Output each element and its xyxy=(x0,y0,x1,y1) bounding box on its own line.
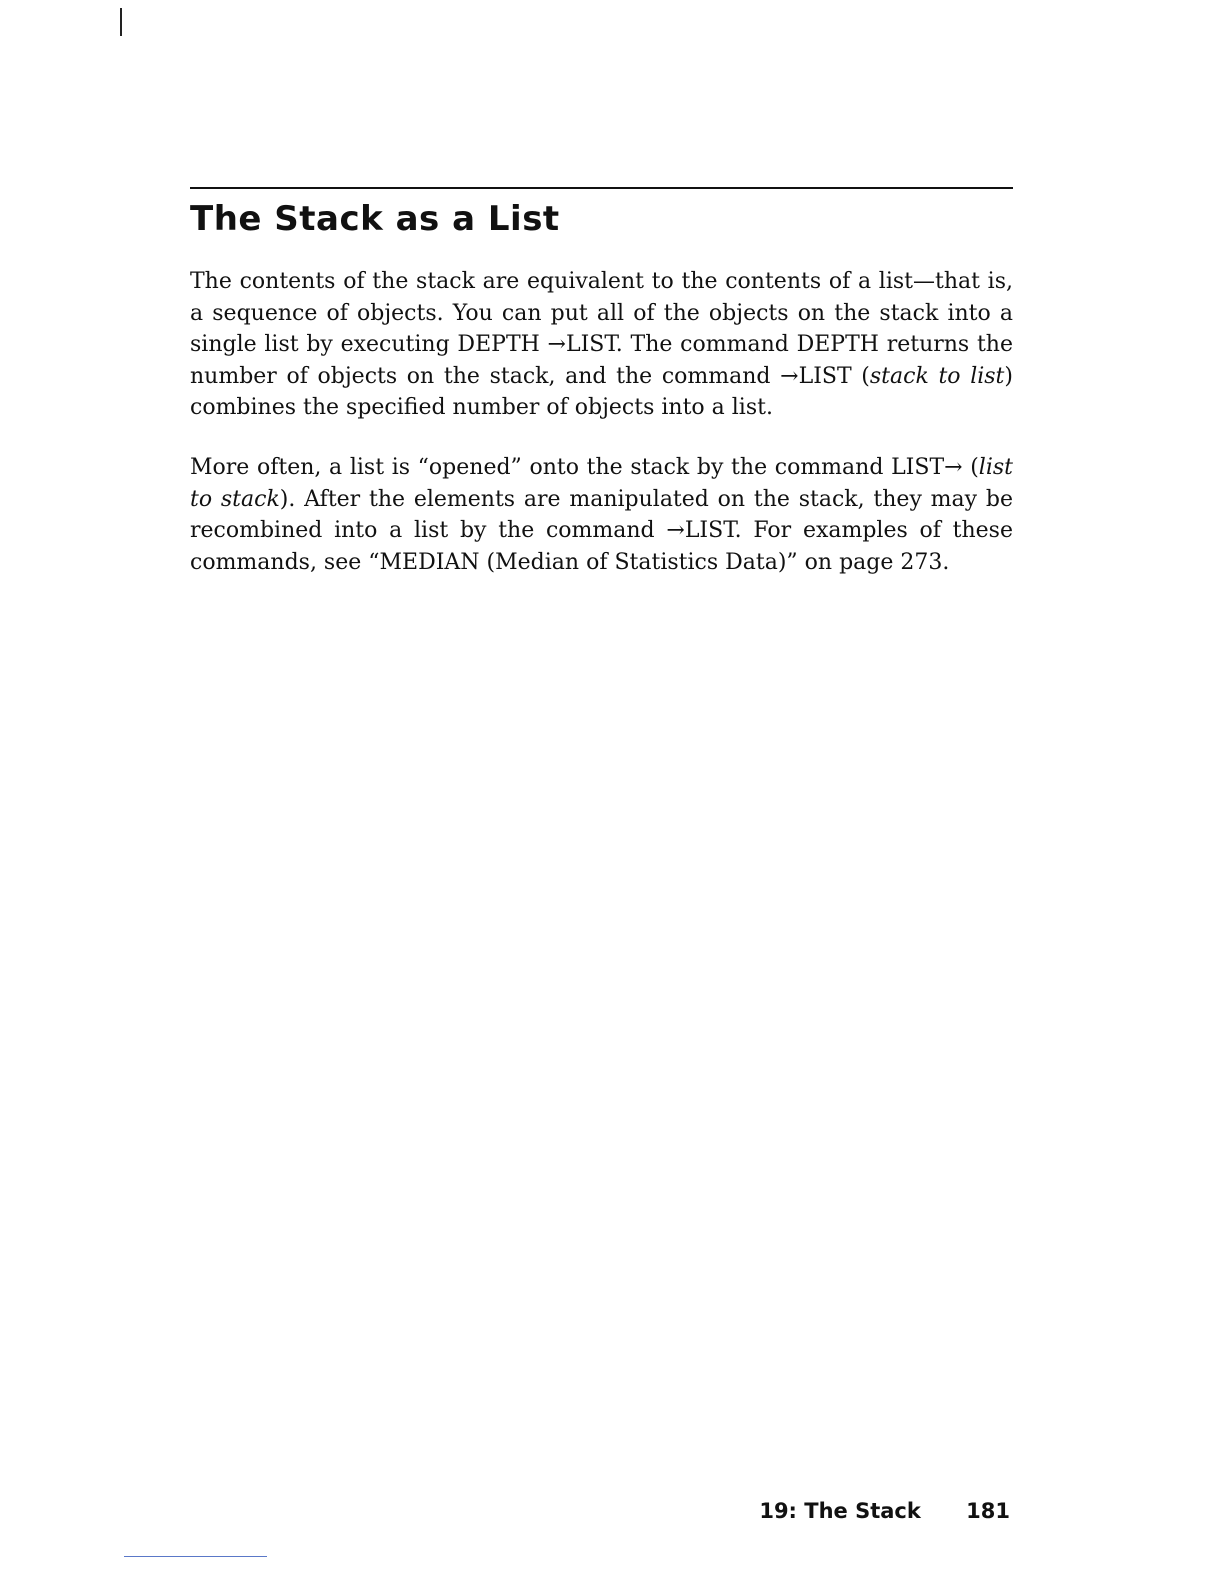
crop-mark xyxy=(120,8,122,36)
paragraph-2-text-b: ). After the elements are manipulated on the stack, they may be recombined into a list by the command →LIST. For examples of these commands, see “MEDIAN (Median of Statistics Data)” on page 273. xyxy=(190,486,1013,575)
paragraph-1 xyxy=(190,266,1013,424)
paragraph-2-italic: list to stack xyxy=(190,455,1013,512)
section-heading: The Stack as a List xyxy=(190,199,560,239)
paragraph-1-text-a: The contents of the stack are equivalent to the contents of a list—that is, a sequence of objects. You can put all of the objects on the stack into a single list by executing DEPTH →LIST. The command DEPTH returns the number of objects on the stack, and the command →LIST ( xyxy=(190,269,1013,389)
section-rule xyxy=(190,187,1013,189)
paragraph-1-text-b: ) combines the specified number of objects into a list. xyxy=(190,363,1013,420)
paragraph-1-italic: stack to list xyxy=(869,363,1005,389)
footer-page-number: 181 xyxy=(966,1499,1010,1523)
paragraph-2 xyxy=(190,452,1013,578)
bottom-edge-line xyxy=(124,1556,267,1557)
paragraph-2-text-a: More often, a list is “opened” onto the stack by the command LIST→ ( xyxy=(190,455,979,480)
page-footer xyxy=(759,1497,1010,1525)
footer-chapter-title: 19: The Stack xyxy=(759,1499,921,1523)
